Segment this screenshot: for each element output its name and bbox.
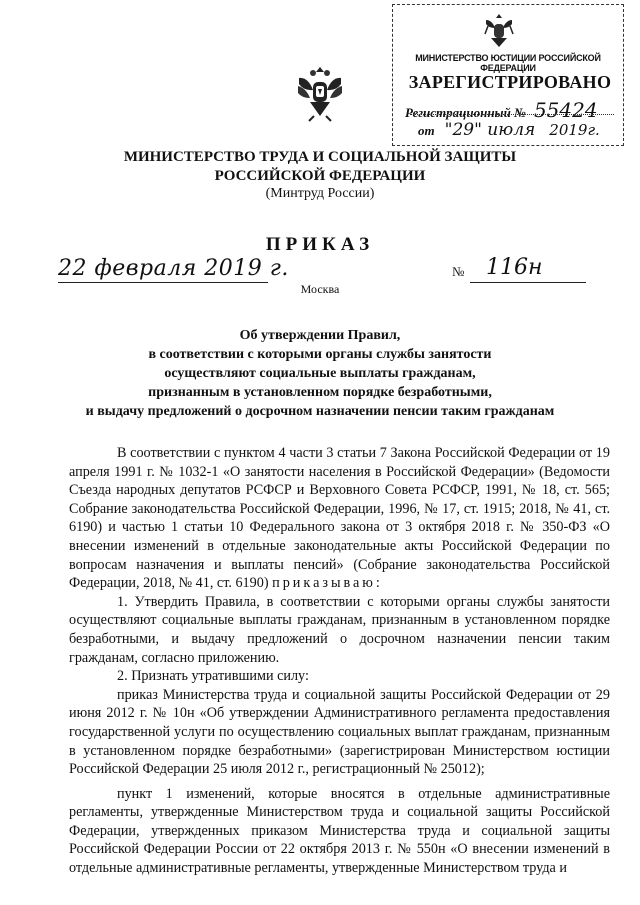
order-word: приказываю: xyxy=(272,575,383,592)
stamp-date-year: 2019г. xyxy=(549,121,600,139)
title-line: осуществляют социальные выплаты гражданам, xyxy=(164,366,476,381)
title-line: и выдачу предложений о досрочном назначении пенсии таким гражданам xyxy=(85,404,555,419)
order-date: 22 февраля 2019 г. xyxy=(58,256,289,281)
stamp-date-handwritten: "29" июля xyxy=(444,120,536,140)
stamp-reg-number: 55424 xyxy=(533,98,598,122)
stamp-reg-underline xyxy=(410,114,614,115)
stamp-date-prefix: от xyxy=(418,123,435,138)
item-1: 1. Утвердить Правила, в соответствии с которыми органы службы занятости осуществляют социальные выплаты гражданам, признанным в установленном порядке безработными, и выдачу предложений о досрочном назначении пенсии таким гражданам, согласно приложению. xyxy=(69,593,610,666)
intro-paragraph xyxy=(69,444,610,593)
ministry-title xyxy=(60,148,580,186)
stamp-ministry-name: МИНИСТЕРСТВО ЮСТИЦИИ РОССИЙСКОЙ ФЕДЕРАЦИИ xyxy=(415,53,601,73)
ministry-short-name: (Минтруд России) xyxy=(265,186,375,201)
title-line: в соответствии с которыми органы службы занятости xyxy=(148,347,492,362)
stamp-registered-label: ЗАРЕГИСТРИРОВАНО xyxy=(408,72,612,92)
order-number-label: № xyxy=(452,264,465,279)
order-title xyxy=(80,326,560,421)
stamp-eagle-emblem-icon xyxy=(482,10,516,50)
item-2a: приказ Министерства труда и социальной защиты Российской Федерации от 29 июня 2012 г. № 10н «Об утверждении Административного регламента предоставления государственной услуги по осуществлению социальных выплат гражданам, признанным в установленном порядке безработными» (зарегистрирован Министерством юстиции Российской Федерации 25 июля 2012 г., регистрационный № 25012); xyxy=(69,686,610,778)
state-emblem-icon xyxy=(296,64,344,122)
item-2: 2. Признать утратившими силу: xyxy=(117,668,309,685)
title-line: Об утверждении Правил, xyxy=(239,328,401,343)
document-type: ПРИКАЗ xyxy=(265,234,375,255)
order-body xyxy=(69,444,610,878)
item-2b: пункт 1 изменений, которые вносятся в отдельные административные регламенты, утвержденные Министерством труда и социальной защиты Российской Федерации, утвержденных приказом Министерства труда и социальной защиты Российской Федерации России от 22 октября 2013 г. № 550н «О внесении изменений в отдельные административные регламенты, утвержденные Министерством труда и xyxy=(69,785,610,877)
stamp-date-row xyxy=(418,120,600,140)
city: Москва xyxy=(300,282,340,296)
ministry-title-line1: МИНИСТЕРСТВО ТРУДА И СОЦИАЛЬНОЙ ЗАЩИТЫ xyxy=(123,149,517,165)
stamp-reg-label: Регистрационный № xyxy=(405,105,526,120)
stamp-reg-row xyxy=(405,98,598,122)
ministry-title-line2: РОССИЙСКОЙ ФЕДЕРАЦИИ xyxy=(214,168,426,184)
intro-text: В соответствии с пунктом 4 части 3 статьи 7 Закона Российской Федерации от 19 апреля 1991 г. № 1032-1 «О занятости населения в Российской Федерации» (Ведомости Съезда народных депутатов РСФСР и Верховного Совета РСФСР, 1991, № 18, ст. 565; Собрание законодательства Российской Федерации, 1996, № 17, ст. 1915; 2018, № 41, ст. 6190) и частью 1 статьи 10 Федерального закона от 3 октября 2018 г. № 350-ФЗ «О внесении изменений в отдельные законодательные акты Российской Федерации по вопросам назначения и выплаты пенсий» (Собрание законодательства Российской Федерации, 2018, № 41, ст. 6190) xyxy=(69,445,610,592)
title-line: признанным в установленном порядке безработными, xyxy=(148,385,492,400)
order-number: 116н xyxy=(486,255,543,280)
